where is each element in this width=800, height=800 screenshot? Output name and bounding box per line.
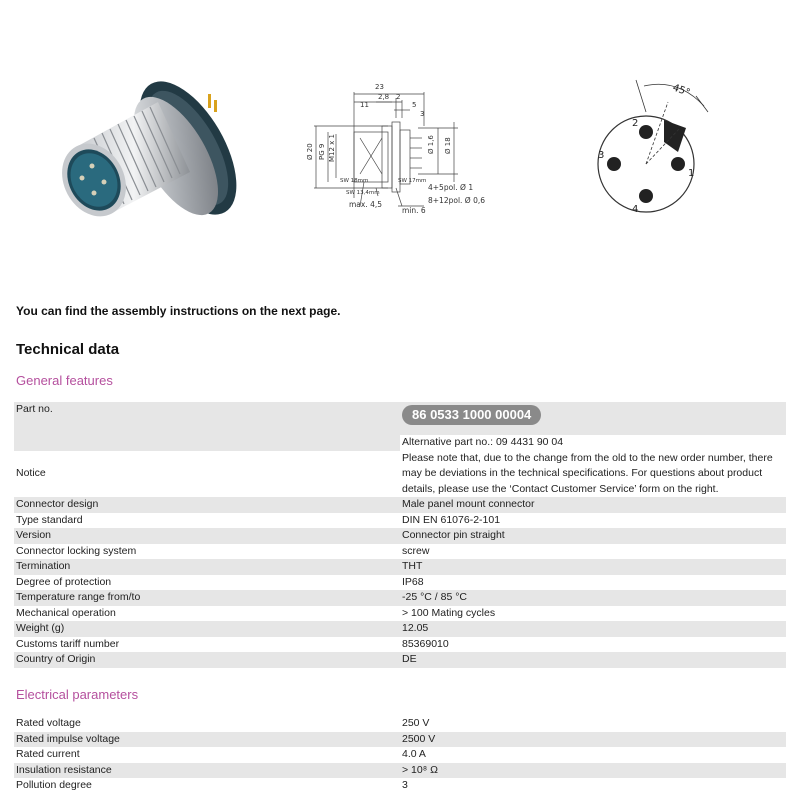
- svg-text:SW 13,4mm: SW 13,4mm: [346, 190, 380, 196]
- svg-text:2,8: 2,8: [378, 93, 390, 101]
- table-row: [14, 402, 786, 435]
- technical-data-heading: Technical data: [16, 341, 120, 358]
- row-label: Weight (g): [16, 622, 65, 634]
- electrical-parameters-table: [14, 716, 786, 794]
- row-value: 85369010: [402, 637, 449, 650]
- row-label: Country of Origin: [16, 653, 96, 665]
- svg-text:4+5pol. Ø 1: 4+5pol. Ø 1: [428, 183, 474, 192]
- table-row: [14, 497, 786, 513]
- table-row: [14, 652, 786, 668]
- general-features-heading: General features: [16, 373, 113, 388]
- table-row: [14, 451, 786, 498]
- row-value: 250 V: [402, 717, 430, 729]
- row-label: Part no.: [16, 403, 53, 415]
- svg-text:3: 3: [598, 150, 605, 161]
- row-value: DE: [402, 653, 417, 665]
- table-row: [14, 513, 786, 529]
- svg-text:min. 6: min. 6: [402, 206, 426, 215]
- dimension-drawing: [298, 78, 486, 218]
- table-row: [14, 621, 786, 637]
- assembly-note: You can find the assembly instructions on the next page.: [16, 304, 341, 318]
- connector-photo: [38, 62, 233, 227]
- svg-text:8+12pol. Ø 0,6: 8+12pol. Ø 0,6: [428, 196, 486, 205]
- row-label: Connector design: [16, 498, 99, 510]
- row-value: THT: [402, 560, 423, 572]
- figures-area: [0, 0, 800, 290]
- row-value: Male panel mount connector: [402, 498, 535, 510]
- svg-text:Ø 20: Ø 20: [306, 143, 314, 160]
- svg-text:45°: 45°: [670, 82, 692, 99]
- svg-text:max. 4,5: max. 4,5: [349, 200, 383, 209]
- table-row: [14, 763, 786, 779]
- row-label: Insulation resistance: [16, 763, 112, 776]
- row-label: Connector locking system: [16, 544, 137, 557]
- general-features-table: [14, 402, 786, 668]
- table-row: [14, 747, 786, 763]
- svg-text:Ø 18: Ø 18: [444, 137, 452, 154]
- svg-text:M12 x 1: M12 x 1: [328, 134, 336, 162]
- row-value: 2500 V: [402, 732, 436, 745]
- table-row: [14, 528, 786, 544]
- row-label: Mechanical operation: [16, 606, 116, 619]
- svg-text:3: 3: [420, 110, 425, 118]
- row-value: DIN EN 61076-2-101: [402, 513, 501, 526]
- svg-text:11: 11: [360, 101, 369, 109]
- row-label: Notice: [16, 467, 46, 479]
- svg-text:5: 5: [412, 101, 417, 109]
- row-label: Customs tariff number: [16, 637, 120, 650]
- row-label: Pollution degree: [16, 779, 92, 791]
- table-row: [14, 637, 786, 653]
- table-row: [14, 732, 786, 748]
- row-label: Type standard: [16, 513, 83, 526]
- svg-text:PG 9: PG 9: [318, 143, 326, 160]
- row-label: Termination: [16, 560, 71, 572]
- alternative-part-no: Alternative part no.: 09 4431 90 04: [400, 435, 786, 451]
- row-value: IP68: [402, 575, 424, 588]
- row-label: Rated impulse voltage: [16, 732, 120, 745]
- row-label: Temperature range from/to: [16, 591, 141, 603]
- table-row: [14, 544, 786, 560]
- pinout-diagram: [588, 72, 718, 222]
- table-row: [14, 435, 786, 451]
- row-value: Connector pin straight: [402, 529, 505, 541]
- table-row: [14, 716, 786, 732]
- svg-text:2: 2: [396, 93, 401, 101]
- table-row: [14, 606, 786, 622]
- notice-text: Please note that, due to the change from the old to the new order number, there may be deviations in the technical specifications. For questions about product details, please use the ‘Contact Customer Service’ form on the right.: [402, 451, 773, 495]
- row-label: Degree of protection: [16, 575, 112, 588]
- row-value: screw: [402, 544, 430, 557]
- row-value: 12.05: [402, 622, 429, 634]
- row-value: > 10⁸ Ω: [402, 763, 438, 776]
- table-row: [14, 778, 786, 794]
- svg-text:SW 18mm: SW 18mm: [340, 178, 369, 184]
- row-value: > 100 Mating cycles: [402, 606, 496, 619]
- row-label: Rated current: [16, 748, 80, 760]
- svg-text:1: 1: [688, 168, 695, 179]
- row-value: 4.0 A: [402, 748, 426, 760]
- row-value: 3: [402, 779, 408, 791]
- row-label: Version: [16, 529, 52, 541]
- svg-text:Ø 1,6: Ø 1,6: [427, 135, 435, 154]
- electrical-parameters-heading: Electrical parameters: [16, 687, 139, 702]
- table-row: [14, 590, 786, 606]
- svg-text:2: 2: [632, 118, 639, 129]
- table-row: [14, 559, 786, 575]
- table-row: [14, 575, 786, 591]
- row-value: -25 °C / 85 °C: [402, 591, 468, 603]
- svg-text:4: 4: [632, 204, 639, 215]
- svg-text:SW 17mm: SW 17mm: [398, 178, 427, 184]
- svg-text:23: 23: [375, 83, 384, 91]
- part-number-badge: 86 0533 1000 00004: [402, 405, 541, 425]
- row-label: Rated voltage: [16, 717, 81, 729]
